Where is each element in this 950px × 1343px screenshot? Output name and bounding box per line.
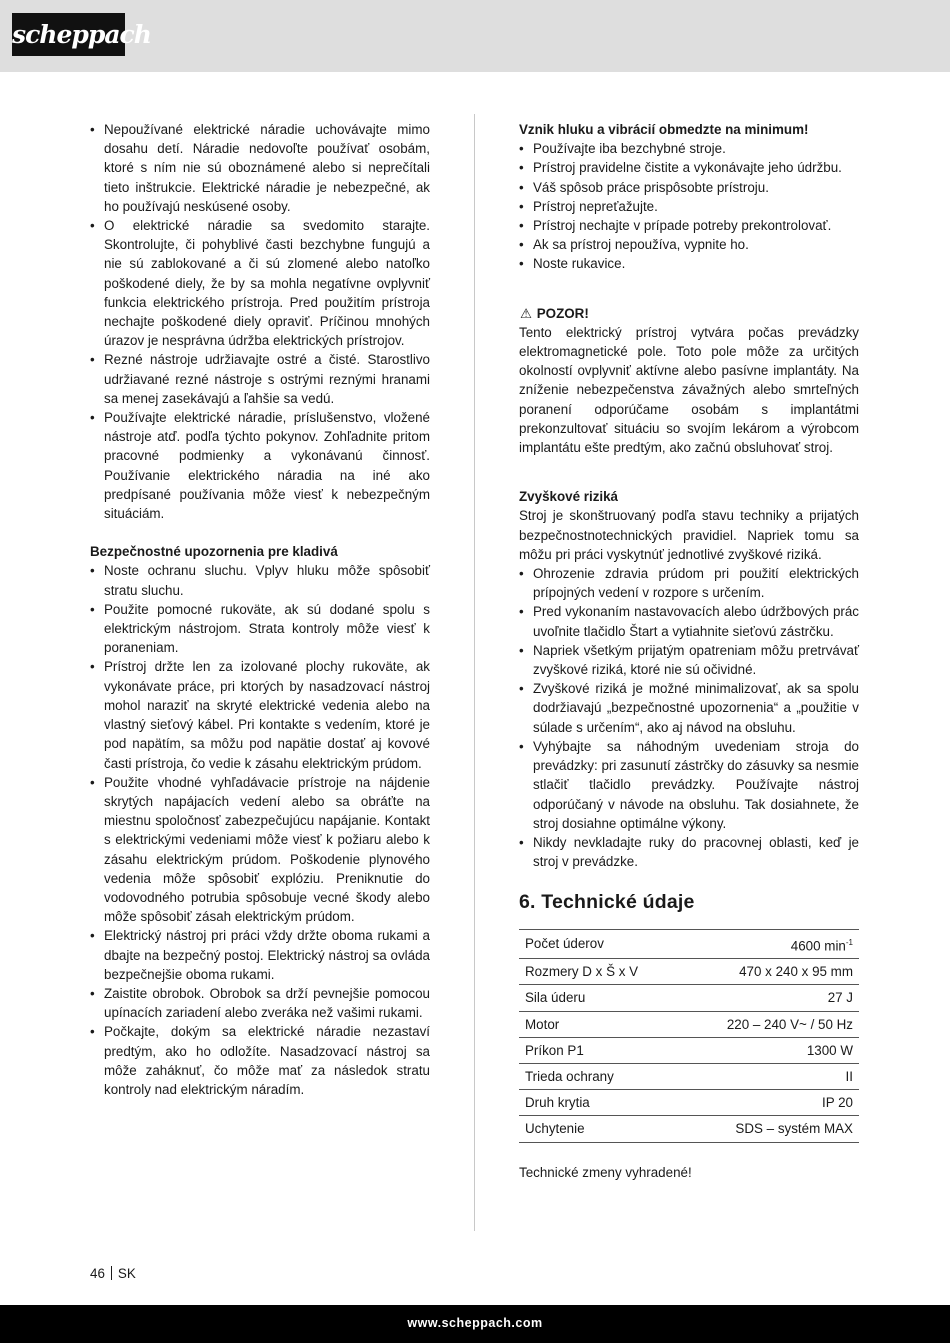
- spec-label: Druh krytia: [519, 1090, 681, 1116]
- spec-row: [519, 1116, 859, 1142]
- noise-heading: Vznik hluku a vibrácií obmedzte na minimum!: [519, 122, 809, 137]
- spec-value-text: SDS – systém MAX: [735, 1121, 853, 1137]
- residual-risks-intro: Stroj je skonštruovaný podľa stavu techniky a prijatých bezpečnostnotechnických pravidiel. Napriek tomu sa môžu pri práci vyskytnúť jednotlivé zvyškové riziká.: [519, 508, 859, 562]
- list-item: • Ak sa prístroj nepoužíva, vypnite ho.: [519, 235, 859, 254]
- scheppach-logo: scheppach: [12, 13, 125, 56]
- website-link[interactable]: www.scheppach.com: [407, 1316, 543, 1330]
- spec-label: Počet úderov: [519, 929, 681, 959]
- spec-value-text: IP 20: [821, 1095, 853, 1111]
- list-item: • Pred vykonaním nastavovacích alebo údržbových prác uvoľnite tlačidlo Štart a vytiahnite sieťovú zástrčku.: [519, 602, 859, 640]
- list-item: • Ohrozenie zdravia prúdom pri použití elektrických prípojných vedení v rozpore s určením.: [519, 564, 859, 602]
- safety-list: [90, 120, 430, 523]
- column-divider: [474, 114, 475, 1231]
- list-item: • Rezné nástroje udržiavajte ostré a čisté. Starostlivo udržiavané rezné nástroje s ostrými reznými hranami sa menej zasekávajú a ľahšie sa vedú.: [90, 350, 430, 408]
- list-item: • Prístroj nepreťažujte.: [519, 197, 859, 216]
- spec-row: [519, 959, 859, 985]
- spec-label: Príkon P1: [519, 1037, 681, 1063]
- spec-value-text: 27 J: [827, 990, 853, 1006]
- list-item: • Použite pomocné rukoväte, ak sú dodané spolu s elektrickým nástrojom. Strata kontroly môže viesť k poraneniam.: [90, 600, 430, 658]
- spec-row: [519, 1064, 859, 1090]
- hammer-safety-heading: Bezpečnostné upozornenia pre kladivá: [90, 544, 338, 560]
- section-title: 6. Technické údaje: [519, 891, 695, 914]
- header-bar: [0, 0, 950, 72]
- technical-changes-note: Technické zmeny vyhradené!: [519, 1164, 692, 1180]
- spec-value: [681, 1064, 859, 1090]
- spec-row: [519, 1011, 859, 1037]
- spec-value-text: II: [845, 1069, 853, 1084]
- hammer-safety-list: [90, 561, 430, 1099]
- spec-label: Rozmery D x Š x V: [519, 959, 681, 985]
- right-column: [519, 120, 859, 1182]
- left-column: [90, 120, 430, 1099]
- list-item: • Váš spôsob práce prispôsobte prístroju.: [519, 178, 859, 197]
- spec-label: Uchytenie: [519, 1116, 681, 1142]
- list-item: • Nikdy nevkladajte ruky do pracovnej oblasti, keď je stroj v prevádzke.: [519, 833, 859, 871]
- footer-bar: [0, 1305, 950, 1343]
- spec-value: [681, 959, 859, 985]
- list-item: • Počkajte, dokým sa elektrické náradie nezastaví predtým, ako ho odložíte. Nasadzovací nástroj sa môže zaháknuť, čo môže mať za následok stratu kontroly nad elektrickým náradím.: [90, 1022, 430, 1099]
- list-item: • Noste rukavice.: [519, 254, 859, 273]
- list-item: • Prístroj nechajte v prípade potreby prekontrolovať.: [519, 216, 859, 235]
- spec-label: Trieda ochrany: [519, 1064, 681, 1090]
- spec-value: [681, 1011, 859, 1037]
- spec-row: [519, 1037, 859, 1063]
- tech-specs-table: [519, 929, 859, 1143]
- spec-row: [519, 929, 859, 959]
- spec-row: [519, 985, 859, 1011]
- list-item: • Elektrický nástroj pri práci vždy držte oboma rukami a dbajte na bezpečný postoj. Elektrický nástroj sa ovláda bezpečnejšie oboma rukami.: [90, 926, 430, 984]
- residual-risks-list: [519, 564, 859, 871]
- spec-value-text: 4600 min: [790, 937, 846, 953]
- warning-title: POZOR!: [536, 305, 589, 321]
- list-item: • Zvyškové riziká je možné minimalizovať, ak sa spolu dodržiavajú „bezpečnostné upozornenia“ a „použitie v súlade s určením“, ako aj návod na obsluhu.: [519, 679, 859, 737]
- noise-list: [519, 139, 859, 273]
- page-language: SK: [117, 1266, 136, 1281]
- spec-value: [681, 1090, 859, 1116]
- warning-text: Tento elektrický prístroj vytvára počas prevádzky elektromagnetické pole. Toto pole môže za určitých okolností ovplyvniť aktívne alebo pasívne implantáty. Na zníženie nebezpečenstva závažných alebo smrteľných poranení odporúčame osobám s implantátmi prekonzultovať situáciu so svojím lekárom a výrobcom implantátu ešte predtým, ako začnú obsluhovať stroj.: [519, 324, 859, 456]
- page-number-value: 46: [90, 1266, 105, 1281]
- spec-value: [681, 1116, 859, 1142]
- list-item: • Používajte iba bezchybné stroje.: [519, 139, 859, 158]
- list-item: • Používajte elektrické náradie, príslušenstvo, vložené nástroje atď. podľa týchto pokynov. Zohľadnite pritom pracovné podmienky a vykonávanú činnosť. Používanie elektrického náradia na iné ako predpísané používania môže viesť k nebezpečným situáciám.: [90, 408, 430, 523]
- list-item: • Prístroj držte len za izolované plochy rukoväte, ak vykonávate práce, pri ktorých by nasadzovací nástroj mohol naraziť na skryté elektrické vedenia alebo na vlastný sieťový kábel. Pri kontakte s vedením, ktoré je pod napätím, sa môžu pod napätie dostať aj kovové časti prístroja, čo vedie k zásahu elektrickým prúdom.: [90, 657, 430, 772]
- list-item: • Použite vhodné vyhľadávacie prístroje na nájdenie skrytých napájacích vedení alebo sa obráťte na miestnu spoločnosť zabezpečujúcu napájanie. Kontakt s elektrickými vedeniami môže viesť k požiaru alebo k zásahu elektrickým prúdom. Poškodenie plynového vedenia môže spôsobiť explóziu. Preniknutie do vodovodného potrubia spôsobuje vecné škody alebo môže spôsobiť zásah elektrickým prúdom.: [90, 773, 430, 927]
- spec-value-exponent: -1: [845, 937, 853, 947]
- warning-triangle-icon: ⚠: [519, 305, 532, 321]
- list-item: • O elektrické náradie sa svedomito starajte. Skontrolujte, či pohyblivé časti bezchybne fungujú a nie sú zablokované a či sú zlomené alebo natoľko poškodené diely, že by sa mohla negatívne ovplyvniť funkcia elektrického prístroja. Pred použitím prístroja nechajte poškodené diely opraviť. Príčinou mnohých úrazov je nesprávna údržba elektrických prístrojov.: [90, 216, 430, 350]
- list-item: • Vyhýbajte sa náhodným uvedeniam stroja do prevádzky: pri zasunutí zástrčky do zásuvky sa nesmie stlačiť tlačidlo prevádzky. Používajte nástroj odporúčaný v návode na obsluhu. Tak dosiahnete, že stroj dosiahne optimálne výkony.: [519, 737, 859, 833]
- page-number: [90, 1266, 136, 1281]
- spec-value-text: 1300 W: [806, 1042, 853, 1058]
- spec-label: Sila úderu: [519, 985, 681, 1011]
- list-item: • Nepoužívané elektrické náradie uchovávajte mimo dosahu detí. Náradie nedovoľte používať osobám, ktoré s ním nie sú oboznámené alebo si neprečítali tieto inštrukcie. Elektrické náradie je nebezpečné, ak ho používajú neskúsené osoby.: [90, 120, 430, 216]
- spec-label: Motor: [519, 1011, 681, 1037]
- spec-value: [681, 1037, 859, 1063]
- page-separator: [111, 1266, 112, 1280]
- spec-value: [681, 985, 859, 1011]
- spec-value: [681, 929, 859, 959]
- list-item: • Napriek všetkým prijatým opatreniam môžu pretrvávať zvyškové riziká, ktoré nie sú očividné.: [519, 641, 859, 679]
- list-item: • Noste ochranu sluchu. Vplyv hluku môže spôsobiť stratu sluchu.: [90, 561, 430, 599]
- list-item: • Prístroj pravidelne čistite a vykonávajte jeho údržbu.: [519, 158, 859, 177]
- spec-value-text: 470 x 240 x 95 mm: [739, 964, 853, 980]
- residual-risks-heading: Zvyškové riziká: [519, 489, 619, 505]
- spec-value-text: 220 – 240 V~ / 50 Hz: [726, 1016, 853, 1032]
- spec-row: [519, 1090, 859, 1116]
- list-item: • Zaistite obrobok. Obrobok sa drží pevnejšie pomocou upínacích zariadení alebo zveráka než vašimi rukami.: [90, 984, 430, 1022]
- warning-heading: [519, 304, 859, 323]
